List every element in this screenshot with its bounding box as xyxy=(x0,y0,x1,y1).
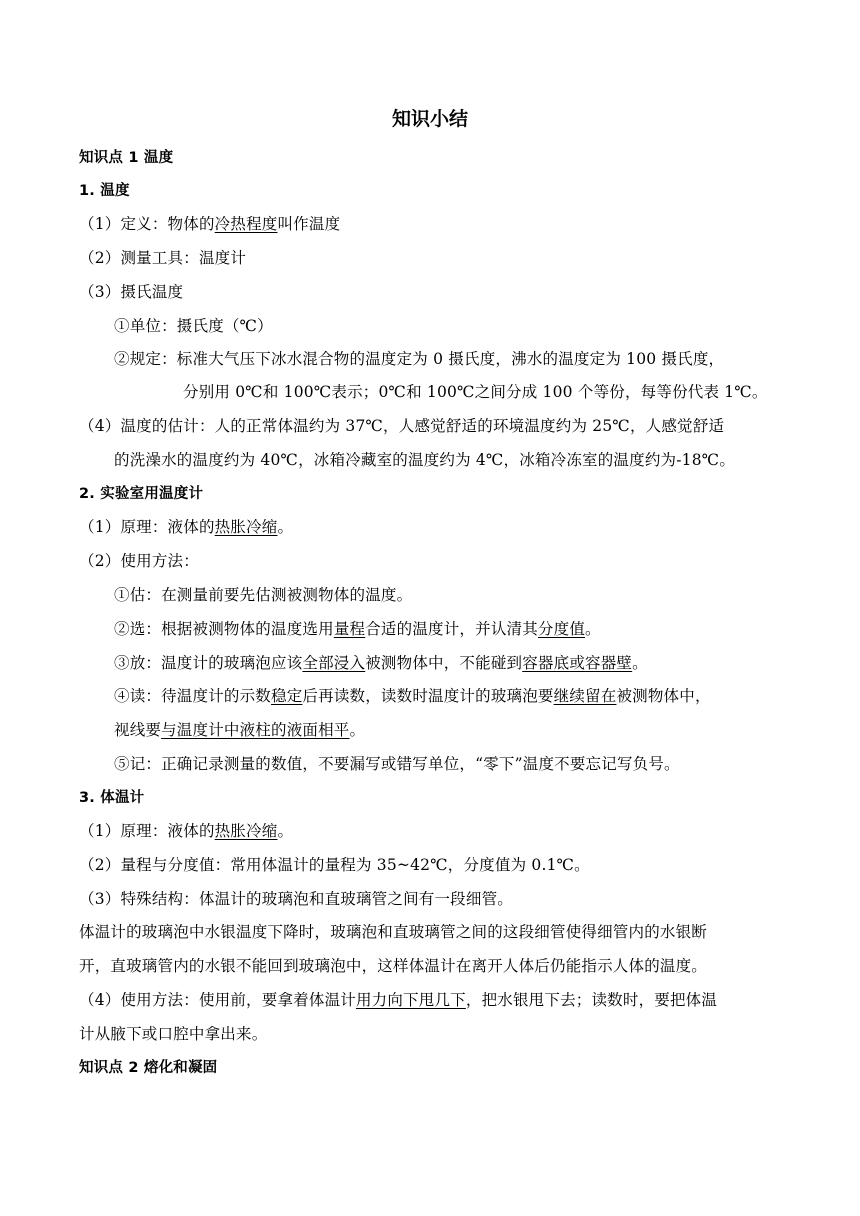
lab-step-place: ③放：温度计的玻璃泡应该全部浸入被测物体中，不能碰到容器底或容器壁。 xyxy=(114,654,648,672)
page-title: 知识小结 xyxy=(391,108,468,130)
key-term: 热胀冷缩 xyxy=(214,822,278,840)
key-term: 热胀冷缩 xyxy=(214,518,278,536)
lab-step-read-line-2: 视线要与温度计中液柱的液面相平。 xyxy=(114,721,366,739)
key-term: 继续留在 xyxy=(553,687,617,705)
subheading-clinical-thermometer: 3. 体温计 xyxy=(79,790,145,806)
section-heading-2: 知识点 2 熔化和凝固 xyxy=(79,1060,218,1076)
clinical-range: （2）量程与分度值：常用体温计的量程为 35~42℃，分度值为 0.1℃。 xyxy=(79,856,590,874)
clinical-explanation-line-2: 开，直玻璃管内的水银不能回到玻璃泡中，这样体温计在离开人体后仍能指示人体的温度。 xyxy=(79,957,708,975)
temperature-definition: （1）定义：物体的冷热程度叫作温度 xyxy=(79,215,341,233)
temperature-tool: （2）测量工具：温度计 xyxy=(79,249,247,267)
key-term: 与温度计中液柱的液面相平 xyxy=(161,721,350,739)
celsius-rule-line-2: 分别用 0℃和 100℃表示；0℃和 100℃之间分成 100 个等份，每等份代表 1℃。 xyxy=(183,383,768,401)
key-term: 全部浸入 xyxy=(302,654,366,672)
clinical-explanation-line-1: 体温计的玻璃泡中水银温度下降时，玻璃泡和直玻璃管之间的这段细管使得细管内的水银断 xyxy=(79,923,708,941)
key-term: 量程 xyxy=(333,620,366,638)
key-term: 分度值 xyxy=(537,620,586,638)
clinical-structure: （3）特殊结构：体温计的玻璃泡和直玻璃管之间有一段细管。 xyxy=(79,890,513,908)
clinical-usage-line-2: 计从腋下或口腔中拿出来。 xyxy=(79,1025,268,1043)
celsius-unit: ①单位：摄氏度（℃） xyxy=(114,317,273,335)
lab-step-select: ②选：根据被测物体的温度选用量程合适的温度计，并认清其分度值。 xyxy=(114,620,601,638)
lab-step-read-line-1: ④读：待温度计的示数稳定后再读数，读数时温度计的玻璃泡要继续留在被测物体中， xyxy=(114,687,711,705)
lab-step-estimate: ①估：在测量前要先估测被测物体的温度。 xyxy=(114,586,413,604)
temperature-estimate-line-1: （4）温度的估计：人的正常体温约为 37℃，人感觉舒适的环境温度约为 25℃，人感觉舒适 xyxy=(79,417,725,435)
key-term: 冷热程度 xyxy=(214,215,278,233)
lab-usage: （2）使用方法： xyxy=(79,552,199,570)
subheading-temperature: 1. 温度 xyxy=(79,183,130,199)
section-heading-1: 知识点 1 温度 xyxy=(79,150,174,166)
clinical-usage-line-1: （4）使用方法：使用前，要拿着体温计用力向下甩几下，把水银甩下去；读数时，要把体温 xyxy=(79,991,718,1009)
lab-principle: （1）原理：液体的热胀冷缩。 xyxy=(79,518,294,536)
temperature-estimate-line-2: 的洗澡水的温度约为 40℃，冰箱冷藏室的温度约为 4℃，冰箱冷冻室的温度约为-18℃。 xyxy=(114,451,736,469)
lab-step-record: ⑤记：正确记录测量的数值，不要漏写或错写单位，“零下”温度不要忘记写负号。 xyxy=(114,755,680,773)
clinical-principle: （1）原理：液体的热胀冷缩。 xyxy=(79,822,294,840)
subheading-lab-thermometer: 2. 实验室用温度计 xyxy=(79,486,204,502)
key-term: 稳定 xyxy=(271,687,303,705)
celsius-rule-line-1: ②规定：标准大气压下冰水混合物的温度定为 0 摄氏度，沸水的温度定为 100 摄氏度， xyxy=(114,350,725,368)
key-term: 用力向下甩几下 xyxy=(355,991,466,1009)
key-term: 容器底或容器壁 xyxy=(522,654,633,672)
temperature-celsius: （3）摄氏温度 xyxy=(79,283,184,301)
